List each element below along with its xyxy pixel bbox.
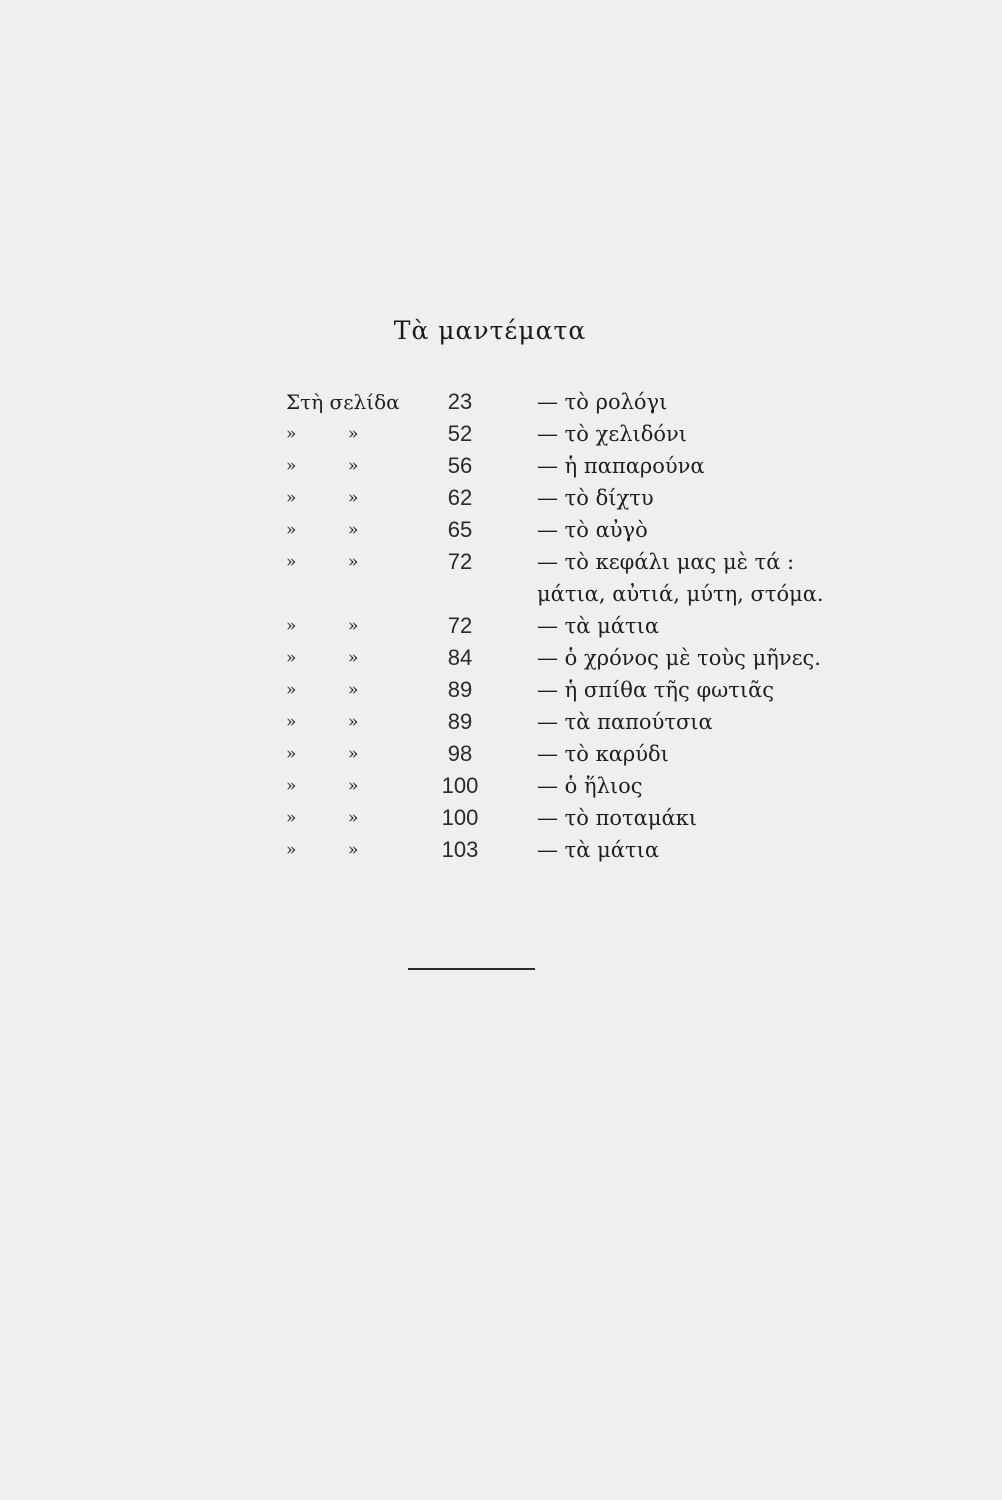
page-number: 100 — [441, 805, 479, 830]
page-number: 23 — [447, 389, 473, 414]
answer-text: — τὸ χελιδόνι — [537, 422, 688, 446]
page-number: 72 — [447, 549, 473, 574]
ditto-mark: » — [348, 808, 359, 828]
list-item — [0, 674, 1002, 706]
answer-text: — τὸ ποταμάκι — [537, 806, 698, 830]
ditto-mark: » — [286, 520, 297, 540]
answer-text-continuation: μάτια, αὐτιά, μύτη, στόμα. — [537, 582, 824, 606]
page-number: 89 — [447, 677, 473, 702]
page-number: 52 — [447, 421, 473, 446]
list-item — [0, 418, 1002, 450]
ditto-mark: » — [286, 616, 297, 636]
list-item — [0, 514, 1002, 546]
ditto-mark: » — [286, 680, 297, 700]
list-item — [0, 482, 1002, 514]
answer-text: — τὸ δίχτυ — [537, 486, 654, 510]
list-item — [0, 706, 1002, 738]
list-item-continuation — [0, 578, 1002, 610]
page-ref-label: Στὴ σελίδα — [286, 390, 400, 414]
answer-text: — ὁ ἥλιος — [537, 774, 643, 798]
list-item — [0, 546, 1002, 578]
list-item — [0, 834, 1002, 866]
answer-text: — τὰ μάτια — [537, 614, 660, 638]
ditto-mark: » — [348, 744, 359, 764]
ditto-mark: » — [348, 616, 359, 636]
ditto-mark: » — [348, 680, 359, 700]
list-item — [0, 450, 1002, 482]
answer-text: — τὸ ρολόγι — [537, 390, 668, 414]
ditto-mark: » — [286, 456, 297, 476]
list-item — [0, 738, 1002, 770]
answer-text: — τὸ καρύδι — [537, 742, 669, 766]
page-number: 56 — [447, 453, 473, 478]
ditto-mark: » — [286, 712, 297, 732]
ditto-mark: » — [348, 424, 359, 444]
answer-text: — ὁ χρόνος μὲ τοὺς μῆνες. — [537, 646, 821, 670]
ditto-mark: » — [348, 840, 359, 860]
ditto-mark: » — [286, 424, 297, 444]
page-number: 103 — [441, 837, 479, 862]
list-item — [0, 770, 1002, 802]
page-number: 100 — [441, 773, 479, 798]
list-item — [0, 386, 1002, 418]
ditto-mark: » — [286, 808, 297, 828]
ditto-mark: » — [348, 648, 359, 668]
page-number: 72 — [447, 613, 473, 638]
ditto-mark: » — [348, 488, 359, 508]
ditto-mark: » — [286, 648, 297, 668]
answer-text: — τὸ κεφάλι μας μὲ τά : — [537, 550, 795, 574]
ditto-mark: » — [348, 456, 359, 476]
answer-text: — τὰ παπούτσια — [537, 710, 713, 734]
page-number: 89 — [447, 709, 473, 734]
ditto-mark: » — [286, 552, 297, 572]
page-number: 62 — [447, 485, 473, 510]
page-number: 98 — [447, 741, 473, 766]
page-number: 84 — [447, 645, 473, 670]
riddle-answers-list — [0, 386, 1002, 866]
ditto-mark: » — [348, 552, 359, 572]
answer-text: — τὰ μάτια — [537, 838, 660, 862]
list-item — [0, 610, 1002, 642]
ditto-mark: » — [348, 776, 359, 796]
ditto-mark: » — [286, 776, 297, 796]
answer-text: — ἡ σπίθα τῆς φωτιᾶς — [537, 678, 775, 702]
ditto-mark: » — [286, 488, 297, 508]
ditto-mark: » — [348, 712, 359, 732]
answer-text: — ἡ παπαρούνα — [537, 454, 705, 478]
list-item — [0, 642, 1002, 674]
page-number: 65 — [447, 517, 473, 542]
ditto-mark: » — [348, 520, 359, 540]
answer-text: — τὸ αὐγὸ — [537, 518, 648, 542]
ditto-mark: » — [286, 840, 297, 860]
end-divider-rule — [408, 968, 535, 970]
page-title: Τὰ μαντέματα — [393, 316, 587, 345]
list-item — [0, 802, 1002, 834]
ditto-mark: » — [286, 744, 297, 764]
